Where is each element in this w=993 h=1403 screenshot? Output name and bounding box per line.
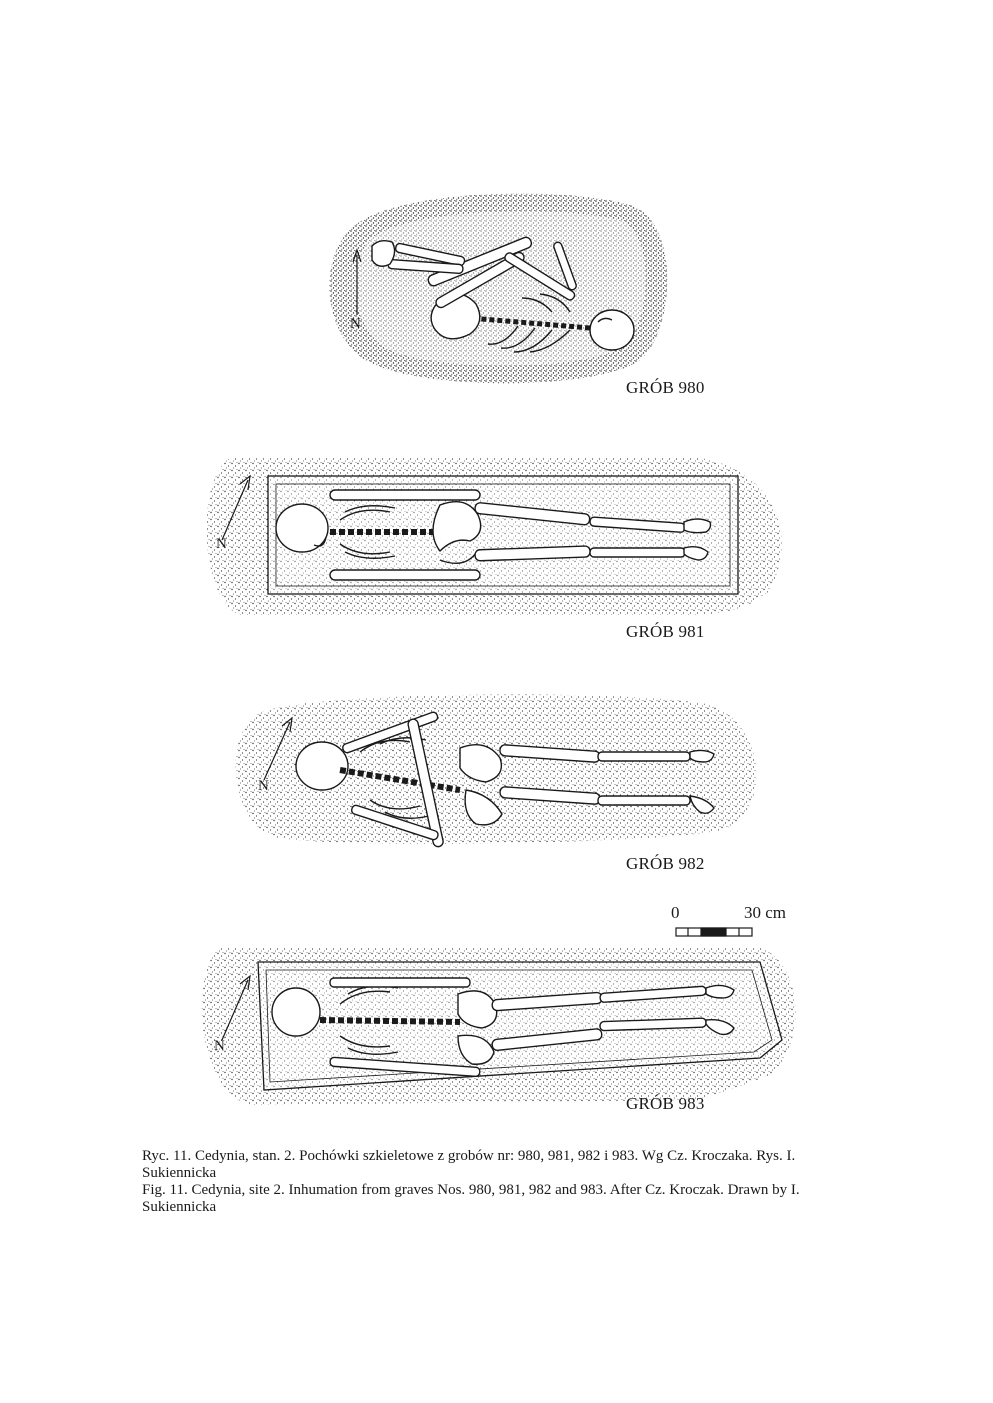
scale-start-label: 0 <box>671 903 680 922</box>
grave-981-drawing <box>207 458 782 615</box>
north-letter-980: N <box>350 316 361 332</box>
north-letter-981: N <box>216 536 227 552</box>
grave-980-drawing <box>329 193 667 383</box>
grave-label-982: GRÓB 982 <box>626 854 705 873</box>
caption-english: Fig. 11. Cedynia, site 2. Inhumation from graves Nos. 980, 981, 982 and 983. After Cz. Kroczak. Drawn by I. Sukiennicka <box>142 1182 800 1215</box>
scale-bar <box>676 928 752 936</box>
north-letter-983: N <box>214 1038 225 1054</box>
grave-label-980: GRÓB 980 <box>626 378 705 397</box>
grave-label-983: GRÓB 983 <box>626 1094 705 1113</box>
grave-982-drawing <box>236 695 757 848</box>
grave-label-981: GRÓB 981 <box>626 622 705 641</box>
north-letter-982: N <box>258 778 269 794</box>
figure-caption <box>142 1148 872 1216</box>
caption-polish: Ryc. 11. Cedynia, stan. 2. Pochówki szkieletowe z grobów nr: 980, 981, 982 i 983. Wg Cz. Kroczaka. Rys. I. Sukiennicka <box>142 1148 796 1181</box>
grave-983-drawing <box>202 948 796 1105</box>
scale-end-label: 30 cm <box>744 903 787 922</box>
